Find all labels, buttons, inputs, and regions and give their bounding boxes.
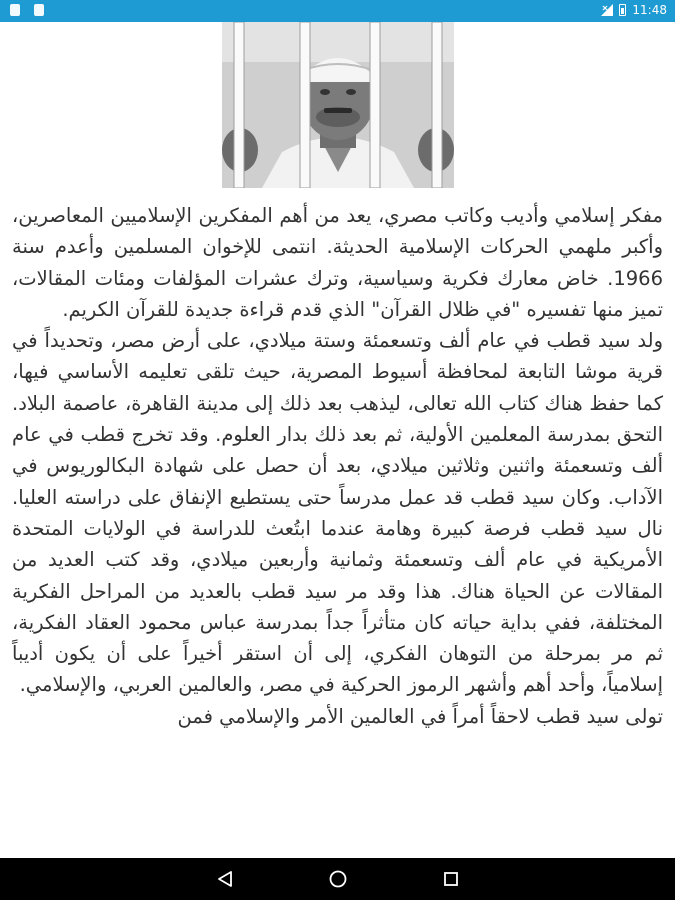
notification-icon (34, 4, 44, 16)
back-icon (216, 870, 234, 888)
content-area[interactable] (0, 22, 675, 858)
recents-button[interactable] (430, 858, 472, 900)
article-paragraph: تولى سيد قطب لاحقاً أمراً في العالمين الأمر والإسلامي فمن (177, 704, 663, 728)
home-button[interactable] (317, 858, 359, 900)
recents-icon (442, 870, 460, 888)
notification-icon (10, 4, 20, 16)
notification-icons (10, 4, 44, 16)
portrait-behind-bars-image (222, 22, 454, 188)
article-body (12, 200, 663, 732)
navigation-bar (0, 858, 675, 900)
status-right (601, 3, 667, 17)
article-paragraph: مفكر إسلامي وأديب وكاتب مصري، يعد من أهم المفكرين الإسلاميين المعاصرين، وأكبر ملهمي الحركات الإسلامية الحديثة. انتمى للإخوان المسلمين وأعدم سنة 1966. خاض معارك فكرية وسياسية، وترك عشرات المؤلفات ومئات المقالات، تميز منها تفسيره "في ظلال القرآن" الذي قدم قراءة جديدة للقرآن الكريم. (12, 204, 663, 321)
signal-icon (601, 4, 613, 16)
status-bar (0, 0, 675, 22)
home-icon (328, 869, 348, 889)
clock: 11:48 (632, 3, 667, 17)
battery-icon (619, 4, 626, 16)
article-paragraph: ولد سيد قطب في عام ألف وتسعمئة وستة ميلادي، على أرض مصر، وتحديداً في قرية موشا التابعة لمحافظة أسيوط المصرية، حيث تلقى تعليمه الأساسي فيها، كما حفظ هناك كتاب الله تعالى، ليذهب بعد ذلك إلى مدينة القاهرة، عاصمة البلاد. التحق بمدرسة المعلمين الأولية، ثم بعد ذلك بدار العلوم. وقد تخرج قطب في عام ألف وتسعمئة واثنين وثلاثين ميلادي، بعد أن حصل على شهادة البكالوريوس في الآداب. وكان سيد قطب قد عمل مدرساً حتى يستطيع الإنفاق على دراسته العليا. نال سيد قطب فرصة كبيرة وهامة عندما ابتُعث للدراسة في الولايات المتحدة الأمريكية في عام ألف وتسعمئة وثمانية وأربعين ميلادي، وقد كتب العديد من المقالات عن الحياة هناك. هذا وقد مر سيد قطب بالعديد من المراحل الفكرية المختلفة، ففي بداية حياته كان متأثراً جداً بمدرسة عباس محمود العقاد الفكرية، ثم مر بمرحلة من التوهان الفكري، إلى أن استقر أخيراً على أن يكون أديباً إسلامياً، وأحد أهم وأشهر الرموز الحركية في مصر، والعالمين العربي، والإسلامي. (12, 329, 663, 697)
back-button[interactable] (204, 858, 246, 900)
